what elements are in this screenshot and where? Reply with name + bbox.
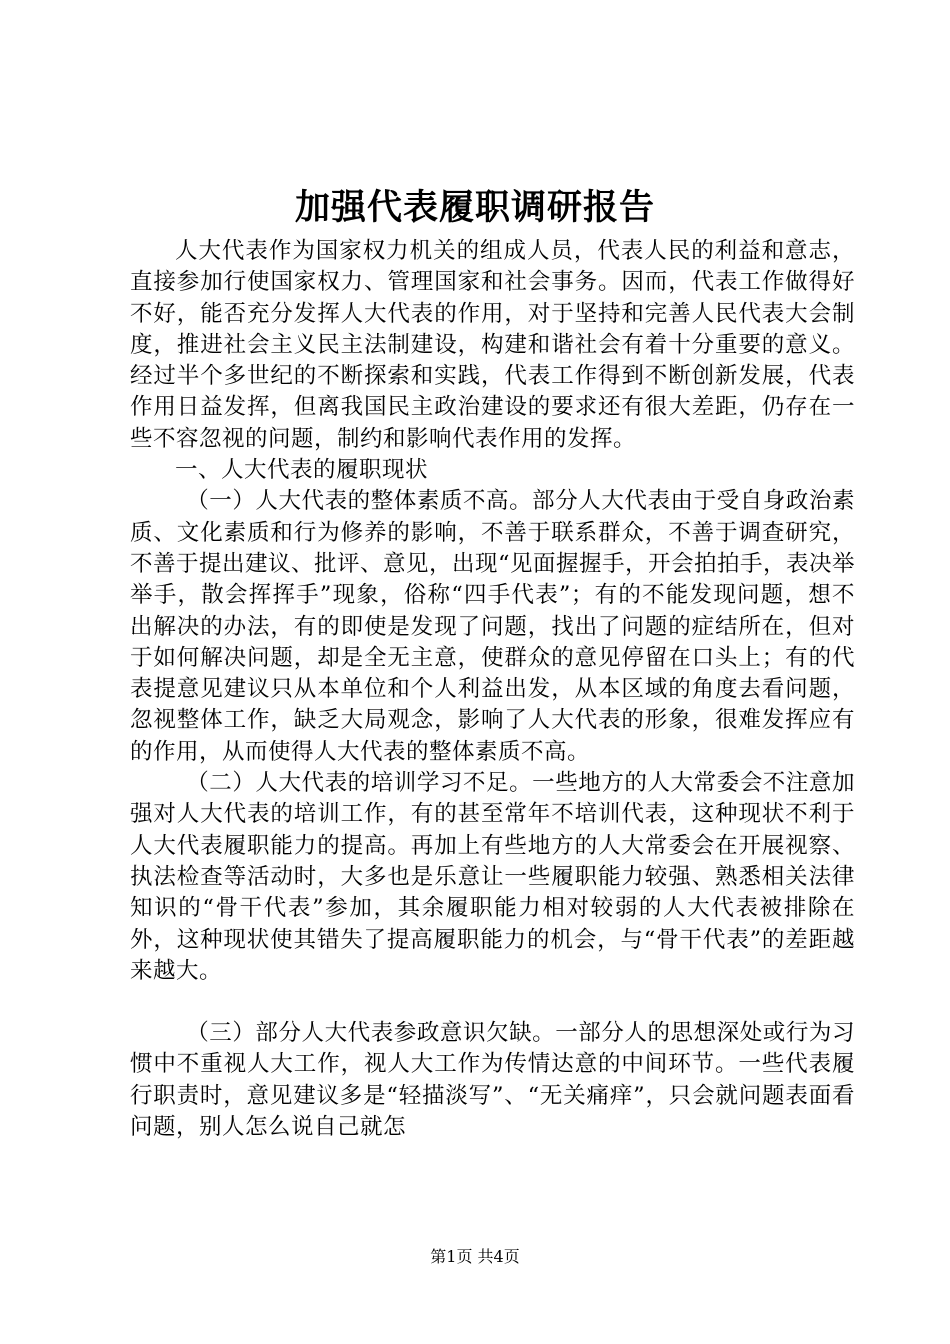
item-paragraph-1: （一）人大代表的整体素质不高。部分人大代表由于受自身政治素质、文化素质和行为修养的影响，不善于联系群众，不善于调查研究，不善于提出建议、批评、意见，出现“见面握握手，开会拍拍手，表决举举手，散会挥挥手”现象，俗称“四手代表”；有的不能发现问题，想不出解决的办法，有的即使是发现了问题，找出了问题的症结所在，但对于如何解决问题，却是全无主意，使群众的意见停留在口头上；有的代表提意见建议只从本单位和个人利益出发，从本区域的角度去看问题，忽视整体工作，缺乏大局观念，影响了人大代表的形象，很难发挥应有的作用，从而使得人大代表的整体素质不高。	[130, 488, 856, 765]
paragraph-spacer	[130, 987, 855, 1018]
intro-paragraph: 人大代表作为国家权力机关的组成人员，代表人民的利益和意志，直接参加行使国家权力、管理国家和社会事务。因而，代表工作做得好不好，能否充分发挥人大代表的作用，对于坚持和完善人民代表大会制度，推进社会主义民主法制建设，构建和谐社会有着十分重要的意义。经过半个多世纪的不断探索和实践，代表工作得到不断创新发展，代表作用日益发挥，但离我国民主政治建设的要求还有很大差距，仍存在一些不容忽视的问题，制约和影响代表作用的发挥。	[130, 238, 855, 452]
item-paragraph-2: （二）人大代表的培训学习不足。一些地方的人大常委会不注意加强对人大代表的培训工作，有的甚至常年不培训代表，这种现状不利于人大代表履职能力的提高。再加上有些地方的人大常委会在开展视察、执法检查等活动时，大多也是乐意让一些履职能力较强、熟悉相关法律知识的“骨干代表”参加，其余履职能力相对较弱的人大代表被排除在外，这种现状使其错失了提高履职能力的机会，与“骨干代表”的差距越来越大。	[130, 770, 855, 984]
page-footer: 第1页 共4页	[430, 1247, 520, 1266]
document-title: 加强代表履职调研报告	[294, 187, 655, 228]
document-body	[130, 236, 855, 1143]
item-paragraph-3: （三）部分人大代表参政意识欠缺。一部分人的思想深处或行为习惯中不重视人大工作，视人大工作为传情达意的中间环节。一些代表履行职责时，意见建议多是“轻描淡写”、“无关痛痒”，只会就问题表面看问题，别人怎么说自己就怎	[130, 1020, 855, 1141]
section-heading-1: 一、人大代表的履职现状	[175, 457, 429, 484]
